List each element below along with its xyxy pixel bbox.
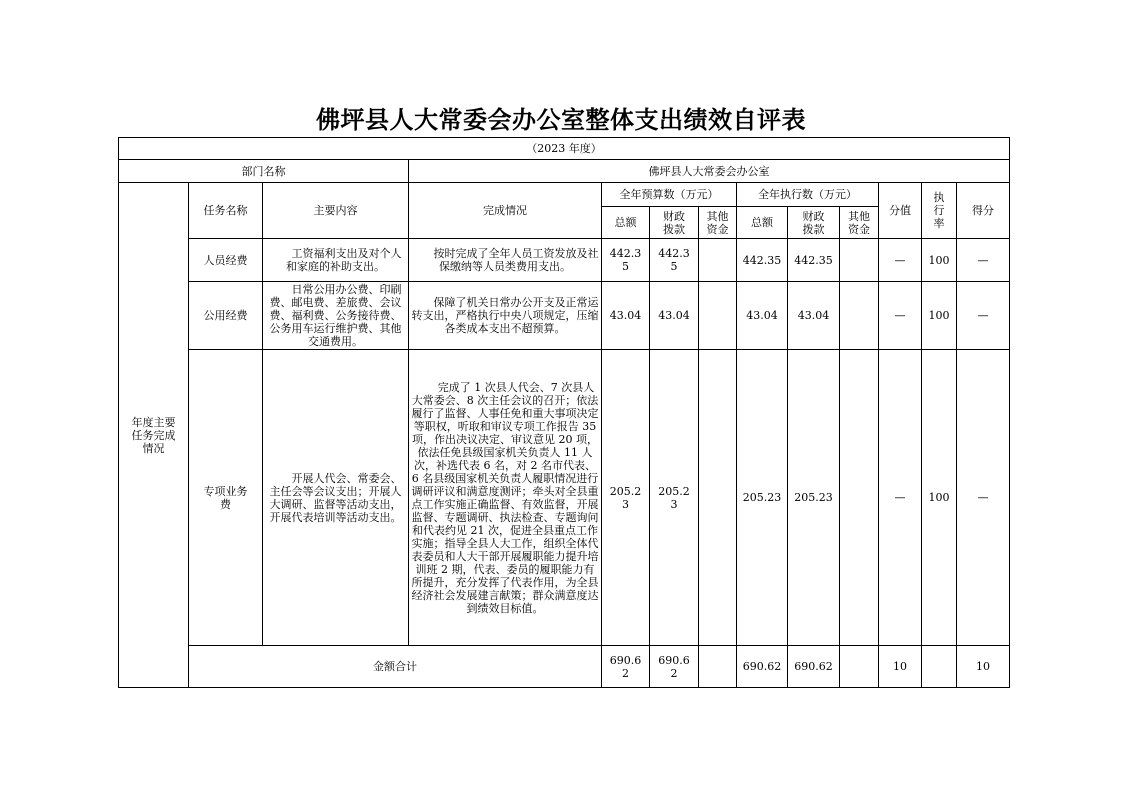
exec-other [840,282,879,350]
total-exec-other [840,646,879,688]
header-execution: 全年执行数（万元） [737,183,879,207]
task-completion: 保障了机关日常办公开支及正常运转支出，严格执行中央八项规定，压缩各类成本支出不超预算。 [409,282,602,350]
task-name: 专项业务 费 [189,350,263,646]
task-completion: 按时完成了全年人员工资发放及社保缴纳等人员类费用支出。 [409,239,602,282]
budget-other [699,350,737,646]
table-row [119,239,1010,282]
exec-rate: 100 [922,350,957,646]
total-budget-total: 690.6 2 [602,646,650,688]
exec-total: 442.35 [737,239,788,282]
exec-other [840,350,879,646]
header-content: 主要内容 [263,183,409,239]
budget-fiscal: 442.3 5 [650,239,699,282]
header-score-value: 分值 [879,183,922,239]
score-value: — [879,282,922,350]
exec-rate: 100 [922,239,957,282]
exec-rate: 100 [922,282,957,350]
exec-fiscal: 442.35 [788,239,840,282]
header-score: 得分 [957,183,1010,239]
score-value: — [879,350,922,646]
budget-other [699,239,737,282]
table-row [119,282,1010,350]
performance-table [118,137,1010,688]
score: — [957,350,1010,646]
page-title: 佛坪县人大常委会办公室整体支出绩效自评表 [316,106,806,134]
header-completion: 完成情况 [409,183,602,239]
total-score: 10 [957,646,1010,688]
budget-other [699,282,737,350]
side-label: 年度主要 任务完成 情况 [119,183,189,688]
exec-total: 205.23 [737,350,788,646]
budget-total: 43.04 [602,282,650,350]
header-rate: 执 行 率 [922,183,957,239]
total-budget-fiscal: 690.6 2 [650,646,699,688]
budget-fiscal: 205.2 3 [650,350,699,646]
header-budget: 全年预算数（万元） [602,183,737,207]
total-row [119,646,1010,688]
task-content: 工资福利支出及对个人和家庭的补助支出。 [263,239,409,282]
header-budget-other: 其他 资金 [699,207,737,239]
total-exec-total: 690.62 [737,646,788,688]
dept-label: 部门名称 [119,160,409,183]
exec-total: 43.04 [737,282,788,350]
task-content: 日常公用办公费、印刷费、邮电费、差旅费、会议费、福利费、公务接待费、公务用车运行维护费、其他交通费用。 [263,282,409,350]
exec-other [840,239,879,282]
year-label: （2023 年度） [119,138,1010,160]
header-task-name: 任务名称 [189,183,263,239]
total-rate [922,646,957,688]
header-budget-fiscal: 财政 拨款 [650,207,699,239]
score-value: — [879,239,922,282]
exec-fiscal: 43.04 [788,282,840,350]
header-exec-total: 总额 [737,207,788,239]
task-completion: 完成了 1 次县人代会、7 次县人大常委会、8 次主任会议的召开；依法履行了监督、人事任免和重大事项决定等职权，听取和审议专项工作报告 35 项，作出决议决定、审议意见 20 项，依法任免县级国家机关负责人 11 人次，补选代表 6 名，对 2 名市代表、6 名县级国家机关负责人履职情况进行调研评议和满意度测评；牵头对全县重点工作实施正确监督、有效监督，开展监督、专题调研、执法检查、专题询问和代表约见 21 次，促进全县重点工作实施；指导全县人大工作，组织全体代表委员和人大干部开展履职能力提升培训班 2 期，代表、委员的履职能力有所提升，充分发挥了代表作用，为全县经济社会发展建言献策；群众满意度达到绩效目标值。 [409,350,602,646]
budget-total: 442.3 5 [602,239,650,282]
total-budget-other [699,646,737,688]
total-score-value: 10 [879,646,922,688]
header-budget-total: 总额 [602,207,650,239]
score: — [957,239,1010,282]
exec-fiscal: 205.23 [788,350,840,646]
table-row [119,350,1010,646]
header-exec-fiscal: 财政 拨款 [788,207,840,239]
task-content: 开展人代会、常委会、主任会等会议支出；开展人大调研、监督等活动支出，开展代表培训等活动支出。 [263,350,409,646]
dept-value: 佛坪县人大常委会办公室 [409,160,1010,183]
total-exec-fiscal: 690.62 [788,646,840,688]
header-exec-other: 其他 资金 [840,207,879,239]
score: — [957,282,1010,350]
task-name: 人员经费 [189,239,263,282]
total-label: 金额合计 [189,646,602,688]
task-name: 公用经费 [189,282,263,350]
budget-total: 205.2 3 [602,350,650,646]
budget-fiscal: 43.04 [650,282,699,350]
